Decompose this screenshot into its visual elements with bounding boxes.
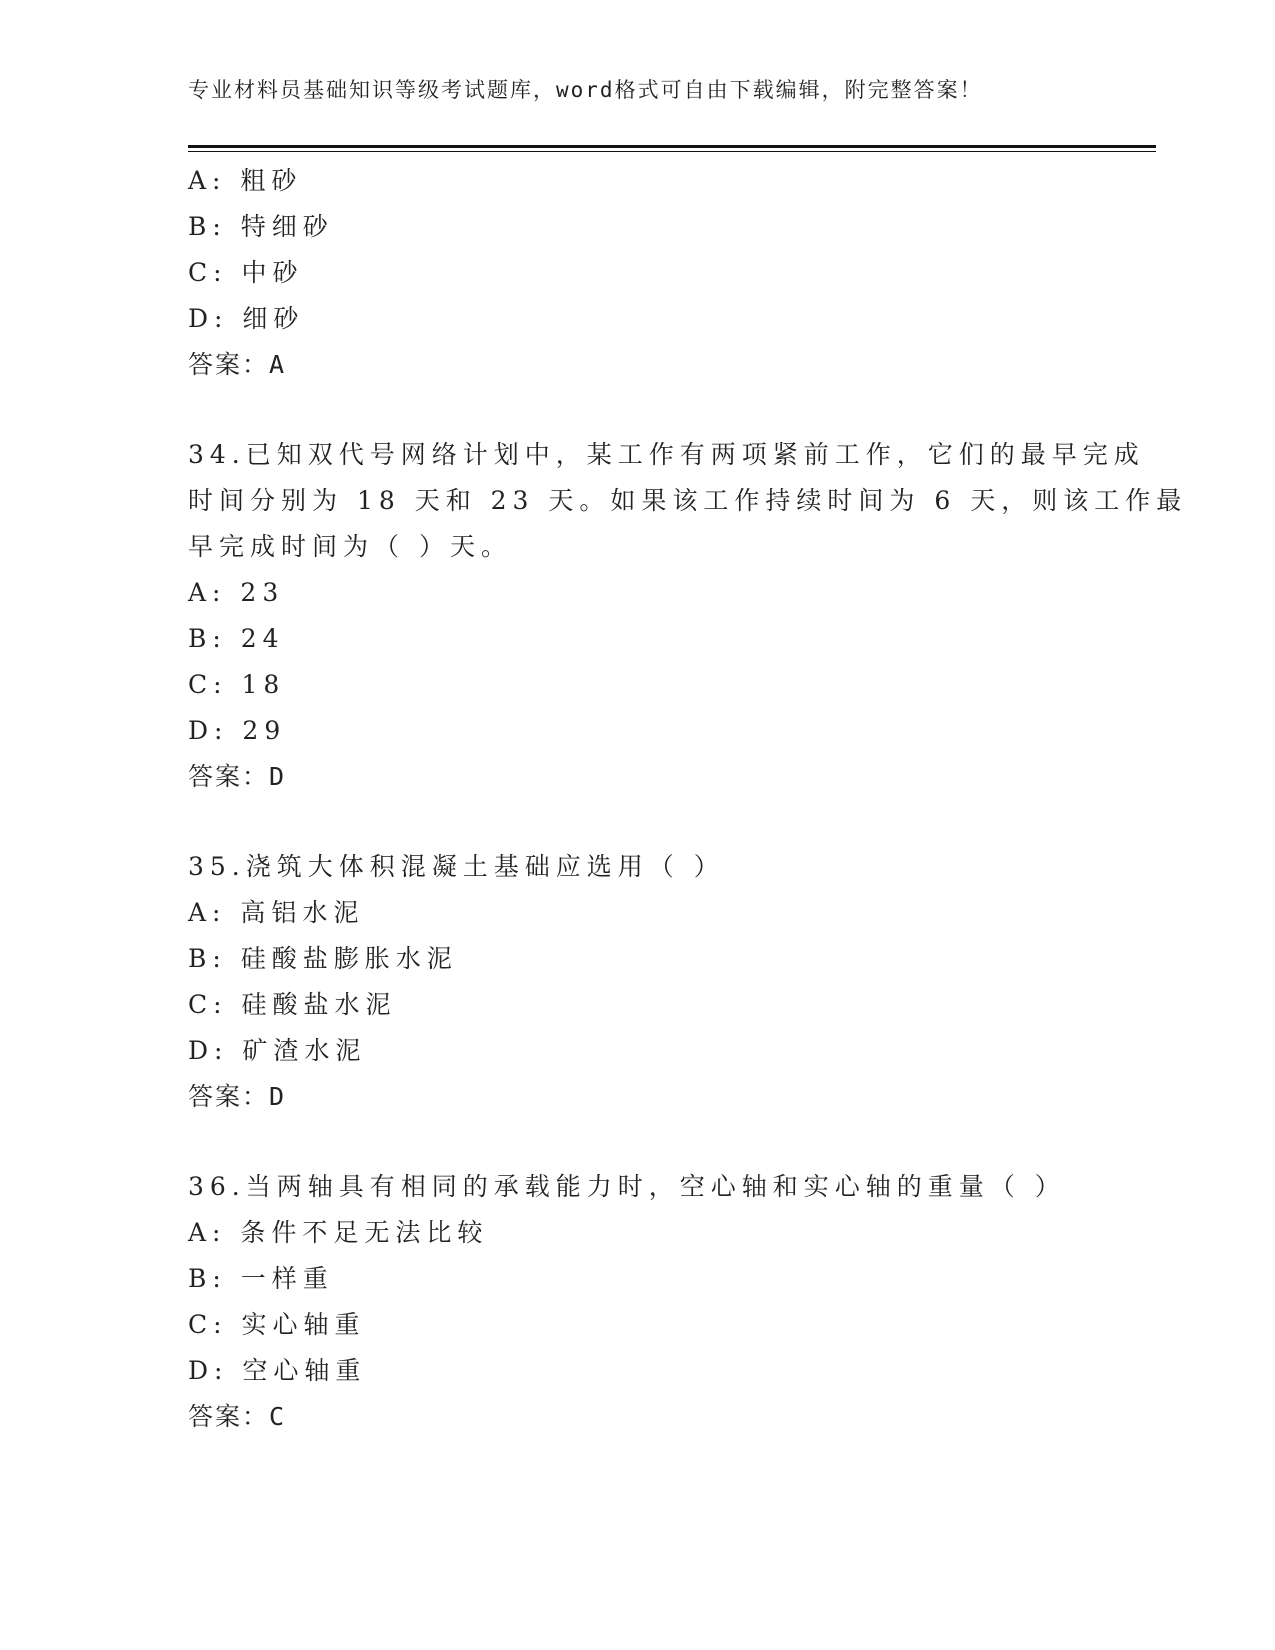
answer: 答案：D [188, 762, 287, 791]
option-c: C: 中砂 [188, 258, 304, 287]
question-stem-line: 35.浇筑大体积混凝土基础应选用（ ） [188, 852, 725, 881]
option-a: A: 23 [188, 578, 285, 607]
question-list [188, 158, 1188, 1440]
question-block [188, 158, 1088, 388]
option-b: B: 硅酸盐膨胀水泥 [188, 944, 458, 973]
option-d: D: 细砂 [188, 304, 305, 333]
option-c: C: 18 [188, 670, 286, 699]
option-a: A: 高铝水泥 [188, 898, 365, 927]
option-a: A: 条件不足无法比较 [188, 1218, 489, 1247]
question-block [188, 432, 1188, 800]
header-rule-thick [188, 145, 1156, 148]
header-rule-thin [188, 151, 1156, 152]
option-b: B: 24 [188, 624, 285, 653]
answer: 答案：C [188, 1402, 287, 1431]
question-stem-line: 36.当两轴具有相同的承载能力时，空心轴和实心轴的重量（ ） [188, 1172, 1066, 1201]
page-header: 专业材料员基础知识等级考试题库，word格式可自由下载编辑，附完整答案！ [188, 78, 983, 102]
option-b: B: 特细砂 [188, 212, 334, 241]
option-b: B: 一样重 [188, 1264, 334, 1293]
question-stem-line: 34.已知双代号网络计划中，某工作有两项紧前工作，它们的最早完成 [188, 440, 1145, 469]
answer: 答案：A [188, 350, 287, 379]
option-c: C: 实心轴重 [188, 1310, 366, 1339]
option-a: A: 粗砂 [188, 166, 303, 195]
option-d: D: 空心轴重 [188, 1356, 367, 1385]
question-stem-line: 早完成时间为（ ）天。 [188, 532, 512, 561]
option-d: D: 矿渣水泥 [188, 1036, 367, 1065]
question-stem-line: 时间分别为 18 天和 23 天。如果该工作持续时间为 6 天，则该工作最 [188, 486, 1188, 515]
answer: 答案：D [188, 1082, 287, 1111]
question-block [188, 844, 1088, 1120]
option-d: D: 29 [188, 716, 287, 745]
question-block [188, 1164, 1088, 1440]
option-c: C: 硅酸盐水泥 [188, 990, 397, 1019]
